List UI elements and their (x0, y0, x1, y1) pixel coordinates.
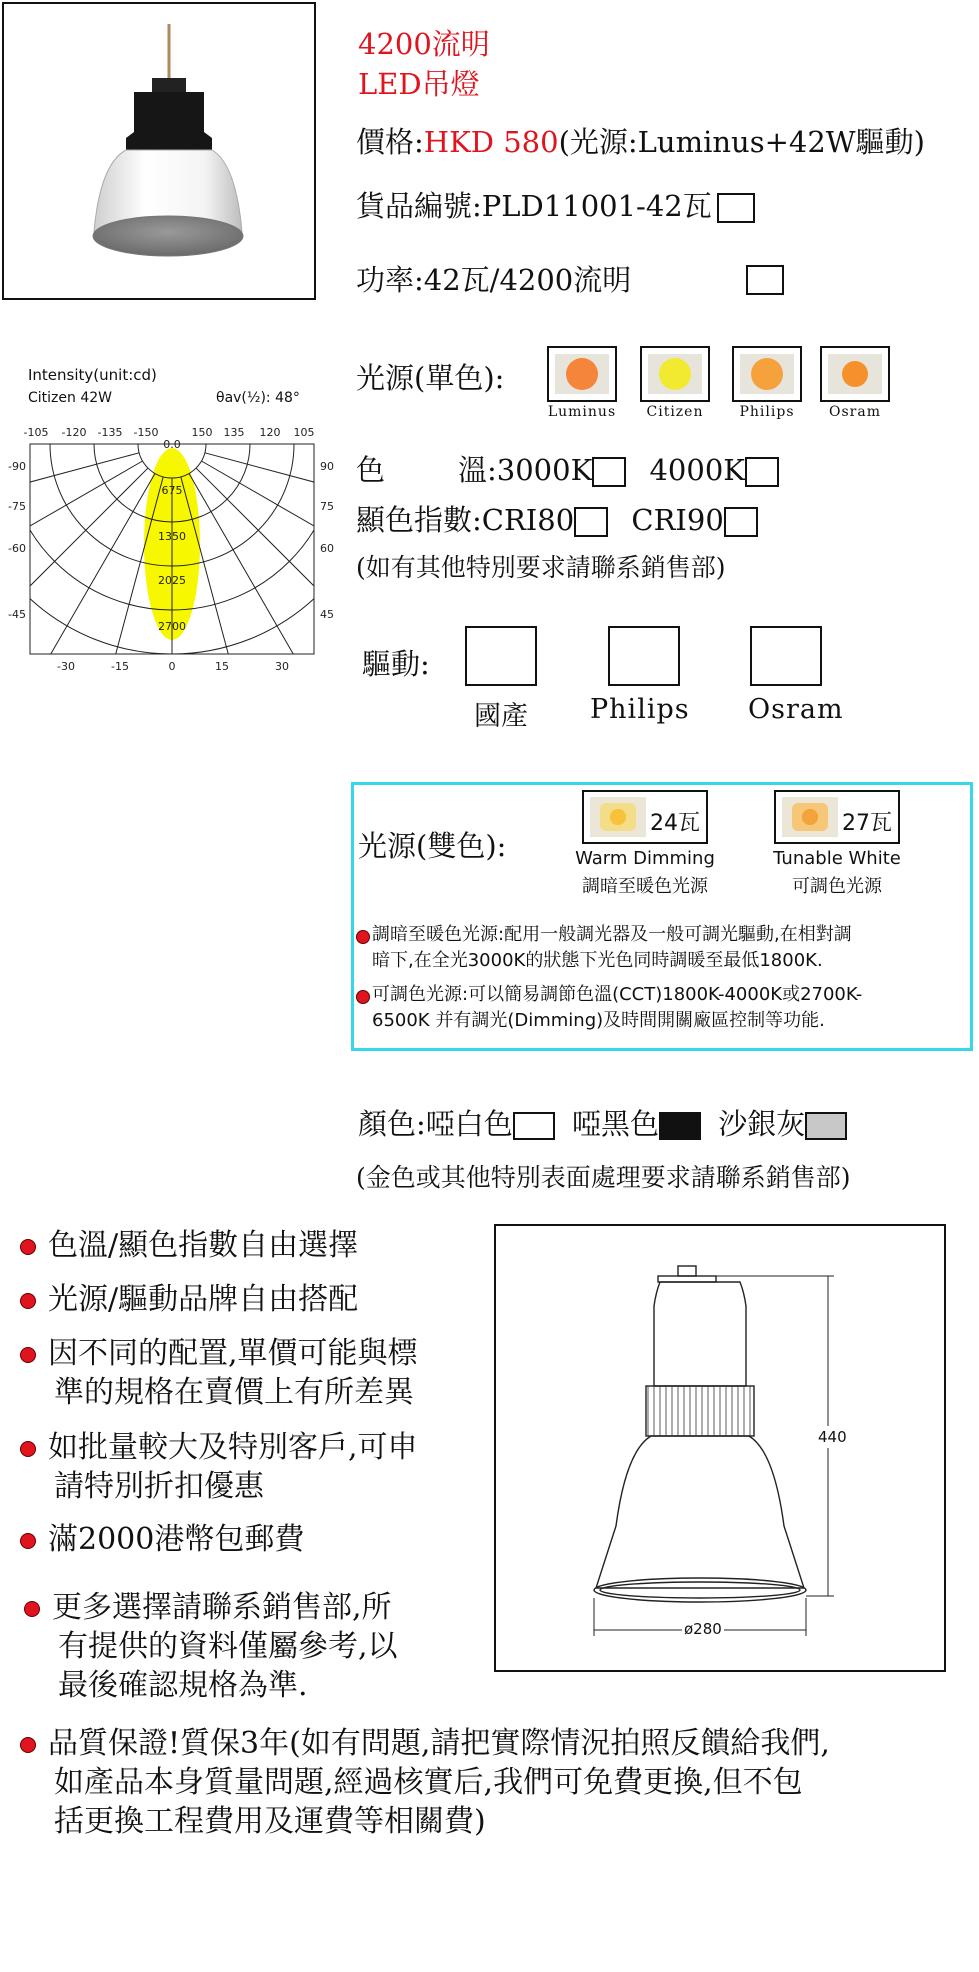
cri-90: CRI90 (631, 503, 724, 537)
warranty-item (20, 1724, 830, 1841)
color-temp-label-b: 溫: (458, 453, 497, 487)
polar-tick-label: 135 (223, 426, 245, 439)
power-row (356, 262, 631, 298)
polar-tick-label: -75 (8, 500, 26, 513)
cri-row (356, 502, 758, 538)
feature-item-text: 更多選擇請聯系銷售部,所 (52, 1590, 392, 1625)
price-row (356, 124, 925, 160)
polar-ring-label: 2025 (158, 574, 186, 587)
polar-tick-label: 30 (275, 660, 289, 670)
cri-80-checkbox[interactable] (574, 507, 608, 537)
feature-item (20, 1334, 418, 1412)
tunable-white-desc-line2: 6500K 并有調光(Dimming)及時間開關廠區控制等功能. (372, 1010, 825, 1031)
color-temp-label-a: 色 (356, 453, 386, 487)
polar-tick-label: -90 (8, 460, 26, 473)
product-photo-frame (2, 2, 316, 300)
polar-tick-label: -60 (8, 542, 26, 555)
led-array-icon (782, 797, 838, 837)
finish-black: 啞黑色 (572, 1107, 660, 1141)
warm-dimming-name: Warm Dimming (575, 848, 715, 869)
driver-label: 驅動: (362, 647, 430, 681)
feature-item-text: 最後確認規格為準. (58, 1668, 308, 1703)
product-title-line2: LED吊燈 (358, 67, 480, 101)
bullet-icon (20, 1293, 36, 1309)
feature-item-text: 如批量較大及特別客戶,可申 (48, 1430, 418, 1465)
tunable-white-desc (372, 982, 862, 1034)
tunable-white-desc-line1: 可調色光源:可以簡易調節色溫(CCT)1800K-4000K或2700K- (372, 984, 863, 1005)
feature-item-text: 色溫/顯色指數自由選擇 (48, 1228, 359, 1263)
finish-white: 啞白色 (425, 1107, 513, 1141)
driver-option-domestic: 國產 (474, 701, 528, 732)
feature-item-text: 有提供的資料僅屬參考,以 (58, 1629, 398, 1664)
feature-item (20, 1280, 358, 1319)
driver-philips-checkbox[interactable] (608, 626, 680, 686)
product-code-row (356, 188, 755, 224)
warm-dimming-desc-line2: 暗下,在全光3000K的狀態下光色同時調暖至最低1800K. (372, 950, 823, 971)
driver-domestic-checkbox[interactable] (465, 626, 537, 686)
polar-tick-label: 75 (320, 500, 334, 513)
finish-white-swatch[interactable] (513, 1112, 555, 1140)
feature-item (20, 1520, 304, 1559)
feature-item (20, 1226, 358, 1265)
chip-label-philips: Philips (739, 404, 795, 420)
warm-dimming-chip[interactable] (582, 790, 708, 844)
bullet-icon (356, 990, 370, 1004)
driver-option-philips: Philips (590, 694, 690, 725)
polar-tick-label: -30 (57, 660, 75, 670)
feature-item (24, 1588, 398, 1705)
polar-intensity-diagram (0, 410, 345, 670)
polar-tick-label: -120 (61, 426, 87, 439)
feature-item-text: 如產品本身質量問題,經過核實后,我們可免費更換,但不包 (54, 1765, 803, 1800)
led-chip-icon (740, 354, 794, 394)
color-temp-3000-checkbox[interactable] (592, 457, 626, 487)
chip-label-citizen: Citizen (646, 404, 704, 420)
bullet-icon (20, 1533, 36, 1549)
cri-80: CRI80 (481, 503, 575, 537)
color-temp-4000-checkbox[interactable] (745, 457, 779, 487)
lamp-dimension-drawing (496, 1226, 944, 1670)
color-temp-3000: 3000K (496, 453, 593, 487)
finish-color-row (358, 1106, 847, 1142)
polar-model: Citizen 42W (28, 390, 112, 406)
led-chip-icon (555, 354, 609, 394)
finish-color-label: 顏色: (358, 1107, 426, 1141)
dimension-drawing-frame (494, 1224, 946, 1672)
color-temp-row (458, 452, 779, 488)
feature-item-text: 因不同的配置,單價可能與標 (48, 1336, 418, 1371)
polar-tick-label: 90 (320, 460, 334, 473)
polar-beam-angle: θav(½): 48° (216, 390, 300, 406)
warm-dimming-desc-line1: 調暗至暖色光源:配用一般調光器及一般可調光驅動,在相對調 (372, 924, 852, 945)
polar-tick-label: -135 (97, 426, 123, 439)
finish-black-swatch[interactable] (659, 1112, 701, 1140)
polar-tick-label: -45 (8, 608, 26, 621)
chip-luminus[interactable] (547, 346, 617, 402)
chip-philips[interactable] (732, 346, 802, 402)
bullet-icon (24, 1601, 40, 1617)
polar-radial-line (196, 468, 345, 670)
polar-radial-line (0, 468, 148, 670)
dimension-diameter: ø280 (684, 1620, 722, 1638)
feature-item-text: 品質保證!質保3年(如有問題,請把實際情況拍照反饋給我們, (48, 1726, 830, 1761)
price-note: (光源:Luminus+42W驅動) (558, 125, 925, 159)
polar-tick-label: 60 (320, 542, 334, 555)
special-request-note: (如有其他特別要求請聯系銷售部) (356, 553, 726, 582)
driver-option-osram: Osram (748, 694, 844, 725)
cri-label: 顯色指數: (356, 503, 482, 537)
product-title-line1: 4200流明 (358, 27, 490, 61)
polar-tick-label: -105 (23, 426, 49, 439)
power-label: 功率:42瓦/4200流明 (356, 263, 632, 297)
polar-ring-label: 675 (161, 484, 183, 497)
bullet-icon (20, 1737, 36, 1753)
chip-osram[interactable] (820, 346, 890, 402)
polar-tick-label: 15 (215, 660, 229, 670)
price-value: HKD 580 (423, 125, 559, 159)
feature-item-text: 滿2000港幣包郵費 (48, 1522, 305, 1557)
feature-item (20, 1428, 418, 1506)
driver-osram-checkbox[interactable] (750, 626, 822, 686)
bullet-icon (20, 1347, 36, 1363)
bullet-icon (20, 1441, 36, 1457)
polar-tick-label: 105 (293, 426, 315, 439)
feature-item-text: 括更換工程費用及運費等相關費) (54, 1804, 486, 1839)
product-code-label: 貨品編號:PLD11001-42瓦 (356, 189, 712, 223)
led-array-icon (590, 797, 646, 837)
bullet-icon (20, 1239, 36, 1255)
finish-silver-swatch[interactable] (805, 1112, 847, 1140)
polar-ring-label: 2700 (158, 620, 186, 633)
color-temp-4000: 4000K (649, 453, 745, 487)
feature-item-text: 光源/驅動品牌自由搭配 (48, 1282, 359, 1317)
tunable-white-cn: 可調色光源 (792, 876, 882, 897)
polar-tick-label: 0 (168, 660, 176, 670)
power-checkbox[interactable] (746, 265, 784, 295)
led-chip-icon (828, 354, 882, 394)
tunable-white-chip[interactable] (774, 790, 900, 844)
polar-tick-label: -150 (133, 426, 159, 439)
chip-label-osram: Osram (829, 404, 881, 420)
pendant-lamp-photo (4, 4, 314, 298)
warm-dimming-cn: 調暗至暖色光源 (582, 876, 708, 897)
tunable-white-watt: 27瓦 (842, 811, 892, 836)
polar-tick-label: -15 (111, 660, 129, 670)
warm-dimming-desc (372, 922, 852, 974)
product-code-checkbox[interactable] (717, 193, 755, 223)
finish-note: (金色或其他特別表面處理要求請聯系銷售部) (356, 1163, 851, 1192)
polar-ring-label: 1350 (158, 530, 186, 543)
light-source-single-label: 光源(單色): (356, 361, 505, 395)
polar-title: Intensity(unit:cd) (28, 366, 157, 384)
warm-dimming-watt: 24瓦 (650, 811, 700, 836)
polar-tick-label: 45 (320, 608, 334, 621)
feature-item-text: 請特別折扣優惠 (54, 1469, 264, 1504)
chip-label-luminus: Luminus (547, 404, 617, 420)
tunable-white-name: Tunable White (773, 848, 901, 869)
polar-tick-label: 150 (191, 426, 213, 439)
cri-90-checkbox[interactable] (724, 507, 758, 537)
price-label: 價格: (356, 125, 424, 159)
bullet-icon (356, 930, 370, 944)
led-chip-icon (648, 354, 702, 394)
chip-citizen[interactable] (640, 346, 710, 402)
polar-tick-label: 120 (259, 426, 281, 439)
dual-color-label: 光源(雙色): (358, 829, 507, 863)
finish-silver: 沙銀灰 (718, 1107, 806, 1141)
feature-item-text: 準的規格在賣價上有所差異 (54, 1375, 414, 1410)
dimension-height: 440 (818, 1428, 847, 1446)
polar-ring-label: 0.0 (163, 438, 181, 451)
